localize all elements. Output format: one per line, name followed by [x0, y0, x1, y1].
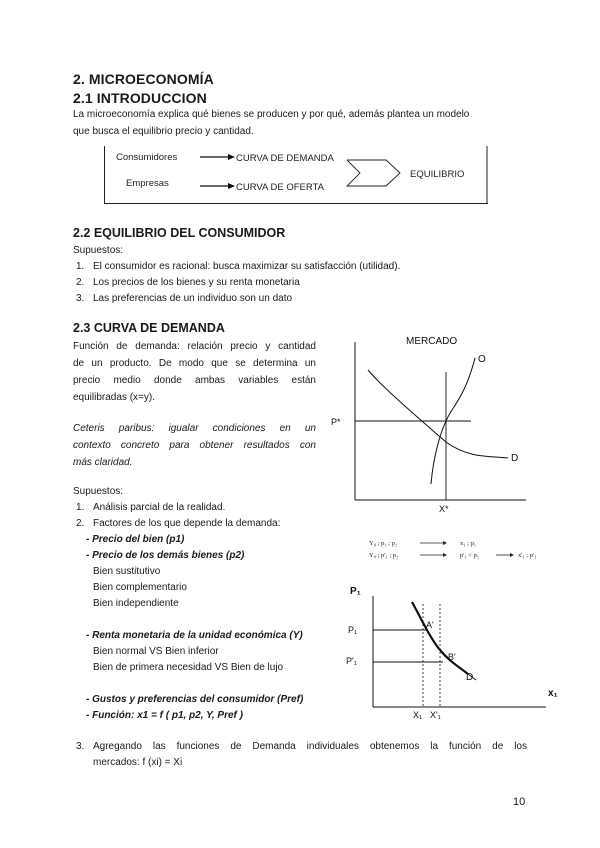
factor-precio-bien: - Precio del bien (p1) — [86, 534, 185, 545]
bien-complementario: Bien complementario — [93, 582, 187, 593]
item3-line-2: mercados: f (xi) = Xi — [93, 757, 183, 768]
demand-def-line: Función de demanda: relación precio y cantidad — [73, 341, 316, 352]
formula-row1-right: x₁ ; p₁ — [460, 540, 477, 547]
demand-chart-svg — [336, 580, 568, 728]
flow-diagram-svg — [104, 146, 488, 204]
intro-line-1: La microeconomía explica qué bienes se producen y por qué, además plantea un modelo — [73, 109, 470, 120]
subsection-title-equilibrio: 2.2 EQUILIBRIO DEL CONSUMIDOR — [73, 226, 286, 240]
section-title: 2. MICROECONOMÍA — [73, 71, 214, 87]
demand-chart — [336, 580, 568, 728]
demand-def-line: de un producto. De modo que se determina un — [73, 358, 316, 369]
list-item — [76, 516, 281, 532]
demand-def-line: precio medio donde ambas variables están — [73, 375, 316, 386]
bien-primera-necesidad: Bien de primera necesidad VS Bien de lujo — [93, 662, 284, 673]
market-chart — [328, 330, 533, 520]
label-consumidores: Consumidores — [116, 152, 178, 163]
list-item — [76, 275, 300, 291]
funcion-demanda: - Función: x1 = f ( p1, p2, Y, Pref ) — [86, 710, 243, 721]
list-text: Los precios de los bienes y su renta monetaria — [93, 277, 300, 288]
demand-label-d: D — [466, 672, 474, 683]
list-item — [76, 291, 293, 307]
ceteris-line: Ceteris paribus: igualar condiciones en un — [73, 423, 316, 434]
bien-normal: Bien normal VS Bien inferior — [93, 646, 219, 657]
list-number: 2. — [76, 518, 85, 529]
market-label-d: D — [511, 453, 519, 464]
list-number: 3. — [76, 293, 85, 304]
equilibrio-chevron — [347, 160, 400, 186]
label-equilibrio: EQUILIBRIO — [410, 169, 465, 180]
demand-label-p1: P₁ — [348, 625, 358, 635]
formula-row1-left: Y₀ ; p₁ ; p₂ — [369, 540, 398, 547]
bien-sustitutivo: Bien sustitutivo — [93, 566, 161, 577]
demand-label-b: B' — [448, 652, 456, 662]
arrow-demanda-head — [228, 154, 235, 160]
supuestos-label-2: Supuestos: — [73, 486, 124, 497]
subsection-title-intro: 2.1 INTRODUCCION — [73, 90, 207, 106]
list-text: Análisis parcial de la realidad. — [93, 502, 226, 513]
arrow-oferta-head — [228, 183, 235, 189]
list-item — [76, 739, 84, 755]
demand-label-a: A' — [426, 620, 434, 630]
label-curva-demanda: CURVA DE DEMANDA — [236, 153, 334, 164]
intro-line-2: que busca el equilibrio precio y cantidad. — [73, 126, 254, 137]
factor-renta: - Renta monetaria de la unidad económica (Y) — [86, 630, 303, 641]
market-label-o: O — [478, 354, 486, 365]
list-text: Las preferencias de un individuo son un dato — [93, 293, 293, 304]
list-number: 1. — [76, 502, 85, 513]
factor-precio-otros: - Precio de los demás bienes (p2) — [86, 550, 245, 561]
demand-x-label: x₁ — [548, 688, 558, 699]
list-item — [76, 500, 226, 516]
formula-row2-right: x'₁ ; p'₁ — [518, 552, 537, 559]
demand-def-line: equilibradas (x=y). — [73, 392, 155, 403]
supuestos-label: Supuestos: — [73, 245, 124, 256]
page-number: 10 — [513, 796, 526, 808]
ceteris-line: más claridad. — [73, 457, 133, 468]
bien-independiente: Bien independiente — [93, 598, 179, 609]
item3-line-1: Agregando las funciones de Demanda individuales obtenemos la función de los — [93, 741, 527, 752]
formula-row2-left: Y₀ ; p'₁ ; p₂ — [369, 552, 399, 559]
mini-formula-svg — [365, 536, 565, 562]
list-text: El consumidor es racional: busca maximizar su satisfacción (utilidad). — [93, 261, 401, 272]
flow-diagram — [104, 146, 488, 204]
market-chart-svg — [328, 330, 533, 520]
market-label-p: P* — [331, 417, 341, 427]
demand-label-p1prime: P'₁ — [346, 656, 357, 666]
formula-row2-mid: p'₁ < p₁ — [460, 552, 480, 559]
market-label-x: X* — [439, 504, 449, 514]
list-item — [76, 259, 401, 275]
list-number: 1. — [76, 261, 85, 272]
list-text: Factores de los que depende la demanda: — [93, 518, 281, 529]
label-empresas: Empresas — [126, 178, 169, 189]
market-title: MERCADO — [406, 336, 458, 347]
label-curva-oferta: CURVA DE OFERTA — [236, 182, 324, 193]
demand-y-label: P₁ — [350, 586, 361, 597]
demand-label-x1: X₁ — [413, 710, 423, 720]
mini-formula — [365, 536, 565, 562]
demand-label-x1prime: X'₁ — [430, 710, 441, 720]
factor-gustos: - Gustos y preferencias del consumidor (Pref) — [86, 694, 304, 705]
list-number: 3. — [76, 741, 85, 752]
list-number: 2. — [76, 277, 85, 288]
ceteris-line: contexto concreto para obtener resultados con — [73, 440, 316, 451]
subsection-title-curva: 2.3 CURVA DE DEMANDA — [73, 321, 225, 335]
